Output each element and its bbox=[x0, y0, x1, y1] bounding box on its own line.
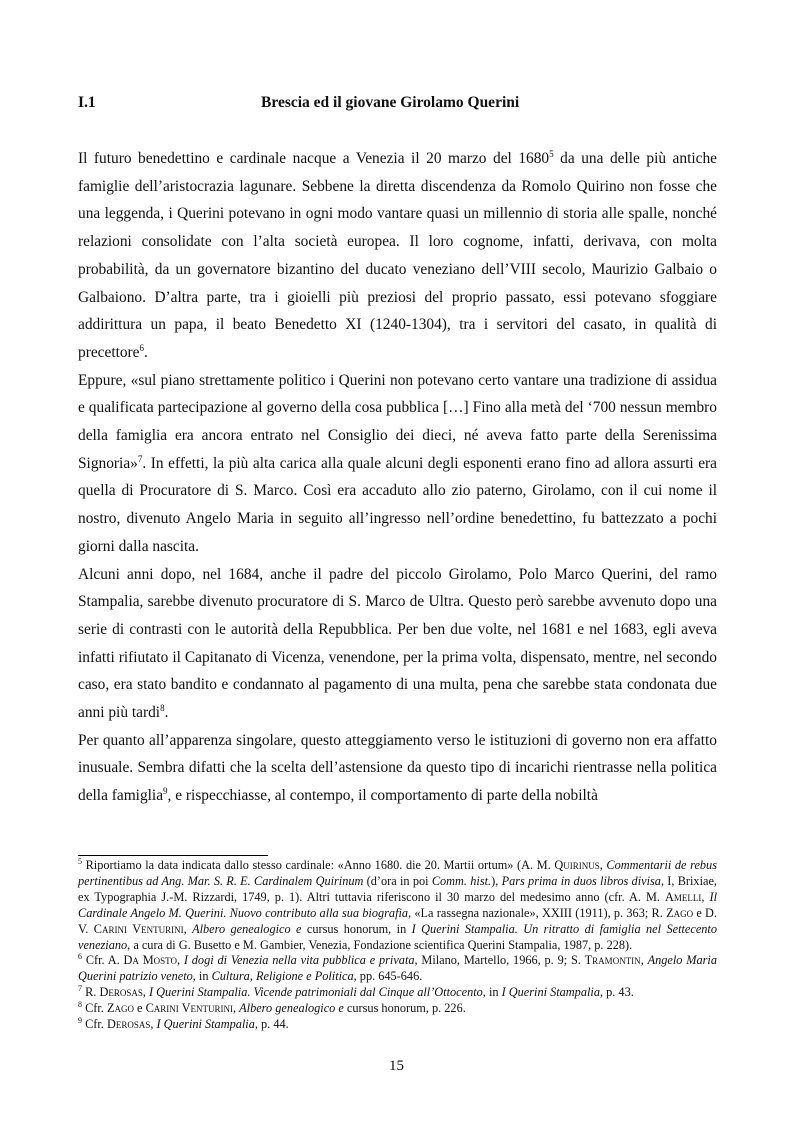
author-name: Zago bbox=[666, 905, 694, 920]
footnote-ref: 9 bbox=[78, 1015, 82, 1025]
text-run: , in bbox=[192, 969, 212, 984]
footnote-ref: 6 bbox=[139, 342, 145, 353]
text-run: Per quanto all’apparenza singolare, questo atteggiamento verso le istituzioni di governo non era affatto inusuale. Sembra difatti che la scelta dell’astensione da questo tipo di incarichi rientrasse nella politica della famiglia bbox=[78, 731, 717, 805]
footnote bbox=[78, 953, 717, 985]
author-name: Zago bbox=[106, 1001, 134, 1016]
italic-text: Comm. hist. bbox=[431, 873, 492, 888]
text-run: , bbox=[640, 953, 648, 968]
paragraph bbox=[78, 727, 717, 810]
footnote-ref: 8 bbox=[160, 702, 165, 713]
paragraph bbox=[78, 561, 717, 727]
italic-text: Angelo Maria Querini patrizio veneto bbox=[78, 953, 717, 984]
italic-text: I Querini Stampalia bbox=[501, 985, 600, 1000]
italic-text: Albero genealogico e bbox=[192, 921, 302, 936]
section-title: Brescia ed il giovane Girolamo Querini bbox=[261, 94, 520, 111]
text-run: Cfr. bbox=[82, 1017, 107, 1032]
text-run: cursus honorum, p. 226. bbox=[343, 1001, 466, 1016]
italic-text: I Querini Stampalia. Vicende patrimoniali dal Cinque all’Ottocento bbox=[149, 985, 483, 1000]
italic-text: I dogi di Venezia nella vita pubblica e privata bbox=[183, 953, 415, 968]
author-name: Derosas bbox=[99, 985, 143, 1000]
footnote-ref: 8 bbox=[78, 1000, 82, 1010]
footnote-ref: 9 bbox=[163, 786, 168, 797]
paragraph bbox=[78, 145, 717, 367]
text-run: Eppure, «sul piano strettamente politico i Querini non potevano certo vantare una tradizione di assidua e qualificata partecipazione al governo della cosa pubblica […] Fino alla metà del ‘700 nessun membro della famiglia era ancora entrato nel Consiglio dei dieci, né aveva fatto parte della Serenissima Signoria» bbox=[78, 371, 717, 472]
text-run: da una delle più antiche famiglie dell’aristocrazia lagunare. Sebbene la diretta discendenza da Romolo Quirino non fosse che una leggenda, i Querini potevano in ogni modo vantare quasi un millennio di storia alle spalle, nonché relazioni consolidate con l’alta società europea. Il loro cognome, infatti, derivava, con molta probabilità, da un governatore bizantino del ducato veneziano dell’VIII secolo, Maurizio Galbaio o Galbaiono. D’altra parte, tra i gioielli più preziosi del proprio passato, essi potevano sfoggiare addirittura un papa, il beato Benedetto XI (1240-1304), tra i servitori del casato, in qualità di precettore bbox=[78, 150, 717, 361]
text-run: cursus honorum, in bbox=[301, 921, 412, 936]
author-name: Carini Venturini bbox=[93, 921, 184, 936]
text-run: , bbox=[183, 921, 193, 936]
italic-text: Albero genealogico e bbox=[239, 1001, 344, 1016]
page-number: 15 bbox=[389, 1058, 404, 1074]
italic-text: I Querini Stampalia. Un ritratto di famiglia nel Settecento veneziano bbox=[78, 921, 718, 952]
footnote-ref: 7 bbox=[78, 984, 82, 994]
text-run: , Milano, Martello, 1966, p. 9; S. bbox=[414, 953, 585, 968]
text-run: , bbox=[701, 889, 710, 904]
footnote bbox=[78, 1017, 717, 1033]
italic-text: Cultura, Religione e Politica bbox=[211, 969, 354, 984]
text-run: , I, Brixiae, ex Typographia J.-M. Rizzardi, 1749, p. 1). Altri tuttavia riferiscono il 30 marzo del medesimo anno (cfr. A. M. bbox=[78, 873, 717, 904]
text-run: . bbox=[144, 343, 148, 361]
text-run: Il futuro benedettino e cardinale nacque a Venezia il 20 marzo del 1680 bbox=[78, 150, 550, 167]
text-run: , in bbox=[482, 985, 502, 1000]
text-run: , e rispecchiasse, al contempo, il comportamento di parte della nobiltà bbox=[167, 787, 598, 805]
text-run: e bbox=[133, 1001, 146, 1016]
body-text bbox=[78, 145, 717, 810]
author-name: Quirinus bbox=[554, 858, 600, 872]
footnotes bbox=[78, 858, 717, 1033]
text-run: , bbox=[232, 1001, 240, 1016]
footnote bbox=[78, 1001, 717, 1017]
text-run: , p. 44. bbox=[254, 1017, 289, 1032]
text-run: , «La rassegna nazionale», XXIII (1911), p. 363; R. bbox=[408, 905, 667, 920]
text-run: . bbox=[164, 704, 169, 722]
footnote-ref: 5 bbox=[549, 148, 554, 159]
text-run: Alcuni anni dopo, nel 1684, anche il padre del piccolo Girolamo, Polo Marco Querini, del ramo Stampalia, sarebbe divenuto procuratore di S. Marco de Ultra. Questo però sarebbe avvenuto dopo una serie di contrasti con le autorità della Repubblica. Per ben due volte, nel 1681 e nel 1683, egli aveva infatti rifiutato il Capitanato di Vicenza, venendone, per la prima volta, dispensato, mentre, nel secondo caso, era stato bandito e condannato al pagamento di una multa, pena che sarebbe stata condonata due anni più tardi bbox=[78, 565, 717, 722]
italic-text: Pars prima in duos libros divisa bbox=[501, 873, 661, 888]
footnote-separator bbox=[78, 855, 268, 856]
text-run: (d’ora in poi bbox=[363, 873, 432, 888]
text-run: , bbox=[142, 985, 149, 1000]
section-number: I.1 bbox=[78, 94, 96, 111]
author-name: Derosas bbox=[106, 1017, 151, 1032]
section-heading bbox=[78, 94, 718, 118]
author-name: Amelli bbox=[665, 889, 702, 904]
text-run: e D. V. bbox=[78, 905, 718, 936]
footnote-ref: 6 bbox=[78, 952, 82, 962]
text-run: Cfr. A. bbox=[82, 953, 124, 968]
italic-text: Commentarii de rebus pertinentibus ad Ang. Mar. S. R. E. Cardinalem Quirinum bbox=[78, 858, 717, 888]
text-run: , a cura di G. Busetto e M. Gambier, Venezia, Fondazione scientifica Querini Stampalia, 1987, p. 228). bbox=[127, 937, 633, 952]
text-run: , bbox=[176, 953, 184, 968]
author-name: Tramontin bbox=[584, 953, 641, 968]
text-run: , p. 43. bbox=[599, 985, 634, 1000]
italic-text: Il Cardinale Angelo M. Querini. Nuovo contributo alla sua biografia bbox=[78, 889, 717, 920]
text-run: Riportiamo la data indicata dallo stesso cardinale: «Anno 1680. die 20. Martii ortum» (A. M. bbox=[82, 858, 555, 872]
author-name: Carini Venturini bbox=[145, 1001, 233, 1016]
text-run: Cfr. bbox=[82, 1001, 107, 1016]
text-run: R. bbox=[82, 985, 100, 1000]
text-run: , pp. 645-646. bbox=[353, 969, 423, 984]
paragraph bbox=[78, 367, 717, 561]
footnote bbox=[78, 858, 717, 953]
italic-text: I Querini Stampalia bbox=[156, 1017, 255, 1032]
footnote-ref: 7 bbox=[137, 453, 143, 464]
text-run: ), bbox=[491, 873, 502, 888]
author-name: Da Mosto bbox=[123, 953, 177, 968]
text-run: . In effetti, la più alta carica alla quale alcuni degli esponenti erano fino ad allora assurti era quella di Procuratore di S. Marco. Così era accaduto allo zio paterno, Girolamo, con il cui nome il nostro, divenuto Angelo Maria in seguito all’ingresso nell’ordine benedettino, fu battezzato a pochi giorni dalla nascita. bbox=[78, 454, 717, 555]
footnote-ref: 5 bbox=[78, 856, 82, 866]
footnote bbox=[78, 985, 717, 1001]
text-run: , bbox=[150, 1017, 157, 1032]
text-run: , bbox=[599, 858, 607, 872]
